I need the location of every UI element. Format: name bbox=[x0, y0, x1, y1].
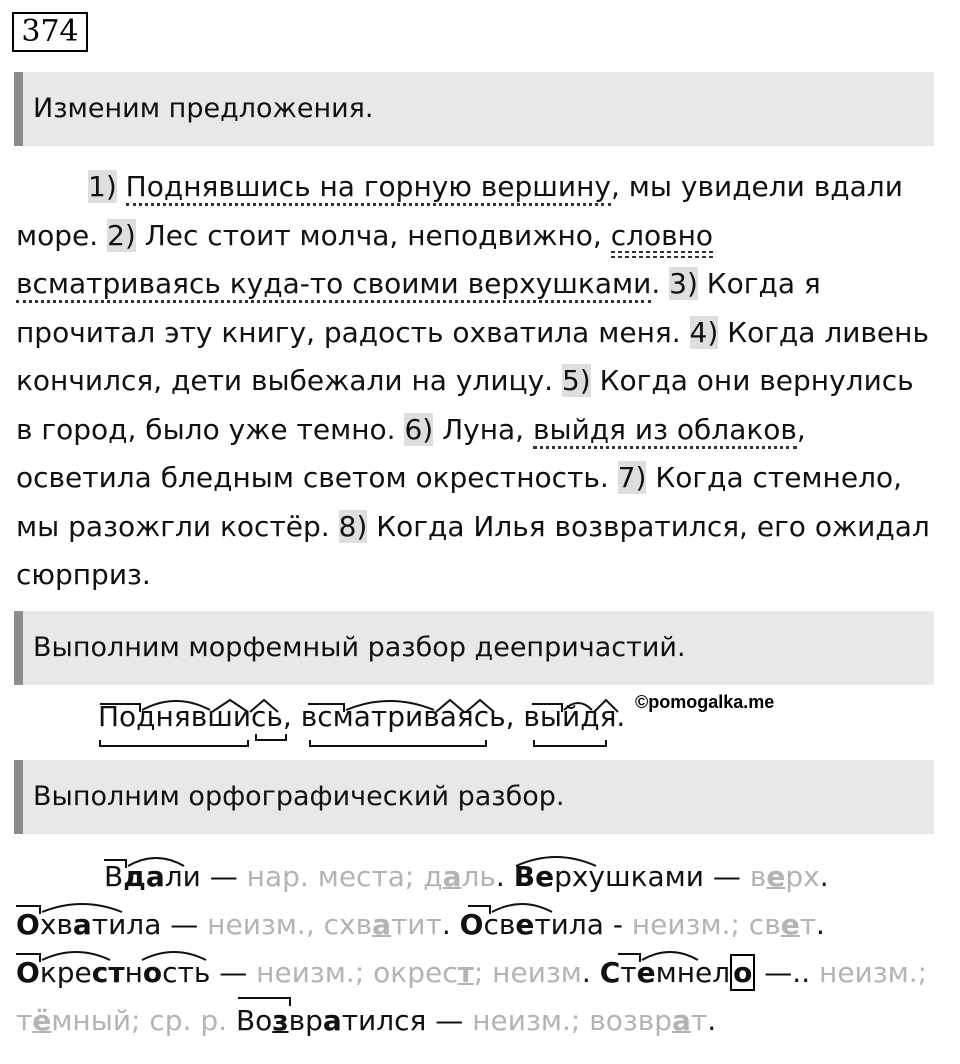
section-header-change: Изменим предложения. bbox=[14, 72, 934, 146]
text-line: всматриваясь куда-то своими верхушками. 3) Когда я bbox=[16, 260, 946, 309]
participial-phrase: всматриваясь куда-то своими верхушками bbox=[16, 267, 651, 303]
gerund-word: Поднявшись bbox=[98, 700, 283, 733]
sentence-number: 7) bbox=[617, 461, 647, 494]
task-number: 374 bbox=[12, 12, 88, 52]
morpheme-analysis bbox=[98, 700, 625, 733]
text-line: осветила бледным светом окрестность. 7) Когда стемнело, bbox=[16, 461, 903, 494]
sentence-number: 4) bbox=[689, 315, 719, 349]
text-line: сюрприз. bbox=[16, 558, 151, 591]
participial-phrase: выйдя из облаков bbox=[533, 413, 797, 449]
comparison-underline: словно bbox=[611, 220, 713, 258]
gerund-word: всматриваясь bbox=[300, 700, 506, 733]
text-line: море. 2) Лес стоит молча, неподвижно, словно bbox=[16, 212, 946, 261]
sentence-number: 6) bbox=[404, 412, 434, 446]
text-line: в город, было уже темно. 6) Луна, выйдя из облаков, bbox=[16, 406, 946, 455]
spelling-line: Вдали — нар. места; даль. Верхушками — верх. bbox=[104, 860, 829, 893]
gerund-word: выйдя bbox=[523, 700, 617, 733]
sentence-number: 8) bbox=[338, 509, 368, 543]
text-line: кончился, дети выбежали на улицу. 5) Когда они вернулись bbox=[16, 364, 914, 397]
text-line: 1) Поднявшись на горную вершину, мы увидели вдали bbox=[16, 163, 946, 212]
spelling-line: Окрестность — неизм.; окрест; неизм. Стемнел о —.. неизм.; bbox=[16, 956, 928, 989]
text-line: прочитал эту книгу, радость охватила меня. 4) Когда ливень bbox=[16, 315, 929, 349]
section-header-spelling: Выполним орфографический разбор. bbox=[14, 760, 934, 834]
text-line: мы разожгли костёр. 8) Когда Илья возвратился, его ожидал bbox=[16, 509, 930, 543]
sentence-number: 5) bbox=[561, 364, 591, 397]
sentence-number: 1) bbox=[88, 170, 117, 203]
sentences-paragraph bbox=[16, 163, 946, 600]
spelling-line: Охватила — неизм., схватит. Осветила - неизм.; свет. bbox=[16, 908, 825, 941]
participial-phrase: Поднявшись на горную вершину bbox=[126, 170, 611, 206]
gerunds-list: Поднявшись, всматриваясь, выйдя. bbox=[98, 700, 626, 733]
sentence-number: 3) bbox=[669, 267, 698, 300]
section-header-morphemes: Выполним морфемный разбор деепричастий. bbox=[14, 611, 934, 685]
watermark: ©pomogalka.me bbox=[635, 692, 775, 712]
spelling-line: тёмный; ср. р. Возвратился — неизм.; возврат. bbox=[16, 1004, 717, 1037]
sentence-number: 2) bbox=[107, 218, 136, 252]
